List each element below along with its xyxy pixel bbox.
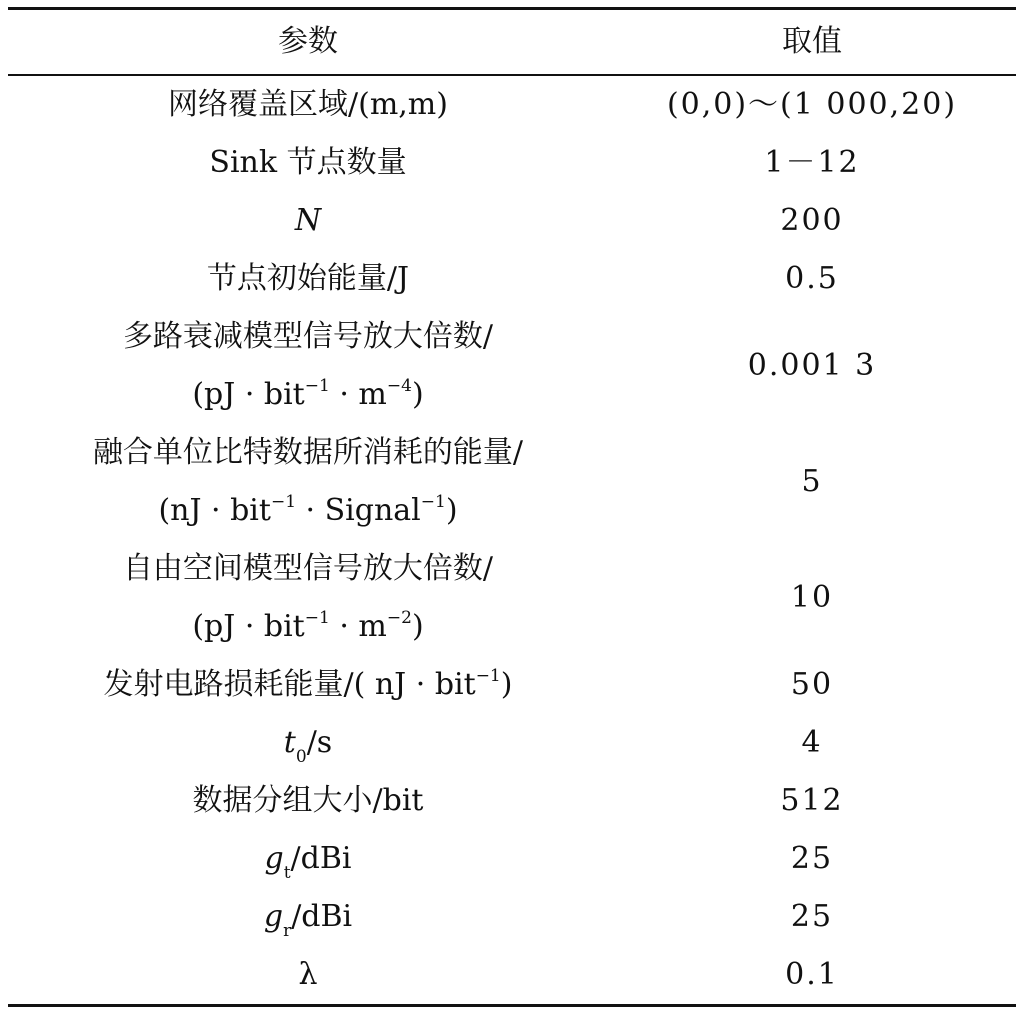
table-row bbox=[8, 424, 1016, 540]
param-cell: $g_t$/dBi bbox=[264, 841, 352, 883]
value-cell: 5 bbox=[801, 464, 823, 499]
param-unit: (nJ · bit$^{-1}$ · Signal$^{-1}$) bbox=[158, 492, 458, 528]
param-unit: $(pJ \cdot bit^{-1} \cdot m^{-4})$ bbox=[192, 376, 424, 412]
param-cell: Sink 节点数量 bbox=[209, 145, 407, 180]
param-line: 融合单位比特数据所消耗的能量/ bbox=[92, 435, 524, 470]
table-row bbox=[8, 250, 1016, 308]
value-cell: 0.5 bbox=[785, 261, 839, 296]
param-cell: 网络覆盖区域/(m,m) bbox=[168, 87, 448, 122]
table-row bbox=[8, 192, 1016, 250]
value-cell: 200 bbox=[780, 203, 844, 238]
table-row bbox=[8, 656, 1016, 714]
value-cell: 10 bbox=[790, 580, 834, 615]
value-cell: 25 bbox=[790, 841, 834, 876]
value-cell: 25 bbox=[790, 899, 834, 934]
param-unit: $(pJ \cdot bit^{-1} \cdot m^{-2})$ bbox=[192, 608, 424, 644]
table-row bbox=[8, 308, 1016, 424]
param-line: 多路衰减模型信号放大倍数/ bbox=[122, 319, 494, 354]
value-cell: 50 bbox=[790, 667, 834, 702]
param-cell: 发射电路损耗能量/( nJ · bit$^{-1}$) bbox=[103, 666, 513, 702]
param-cell: 节点初始能量/J bbox=[206, 261, 410, 296]
param-line: 自由空间模型信号放大倍数/ bbox=[122, 551, 494, 586]
value-cell: 512 bbox=[780, 783, 844, 818]
header-value: 取值 bbox=[782, 24, 842, 59]
value-cell: (0,0)～(1 000,20) bbox=[666, 87, 958, 122]
param-cell: $t_0/s$ bbox=[283, 725, 333, 767]
param-cell: $g_r$/dBi bbox=[263, 899, 353, 941]
table-row bbox=[8, 888, 1016, 946]
param-cell: 数据分组大小/bit bbox=[192, 783, 424, 818]
value-cell: 0.1 bbox=[785, 957, 839, 992]
table-row bbox=[8, 540, 1016, 656]
param-cell bbox=[8, 540, 608, 656]
param-cell: N bbox=[294, 203, 322, 238]
value-cell: 4 bbox=[801, 725, 823, 760]
param-cell bbox=[8, 424, 608, 540]
table-row bbox=[8, 75, 1016, 134]
table-row bbox=[8, 714, 1016, 772]
value-cell: 1－12 bbox=[764, 145, 860, 180]
table-row bbox=[8, 134, 1016, 192]
table-header-row bbox=[8, 9, 1016, 76]
value-cell: 0.001 3 bbox=[747, 348, 877, 383]
param-cell bbox=[8, 308, 608, 424]
param-cell: λ bbox=[298, 957, 318, 992]
header-param: 参数 bbox=[278, 24, 338, 59]
table-row bbox=[8, 772, 1016, 830]
table-row bbox=[8, 830, 1016, 888]
table-row bbox=[8, 946, 1016, 1006]
parameter-table bbox=[8, 7, 1016, 1007]
